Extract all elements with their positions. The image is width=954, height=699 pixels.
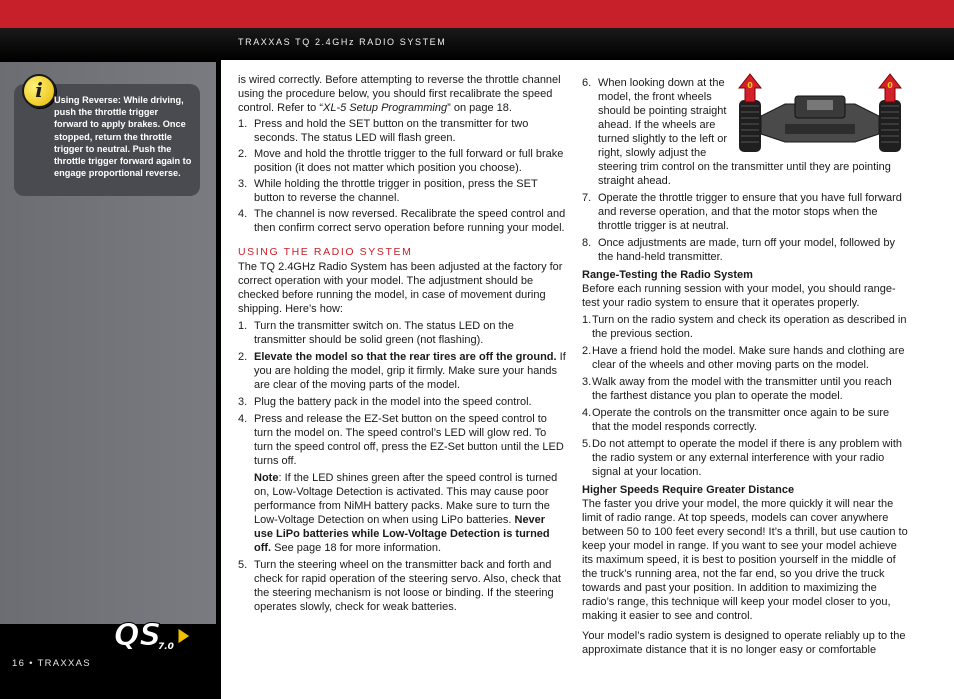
list-item: 2. Have a friend hold the model. Make sure hands and clothing are clear of the wheels and other moving parts on the model. [582, 345, 905, 371]
speed-heading: Higher Speeds Require Greater Distance [582, 484, 795, 496]
list-item: 3. Plug the battery pack in the model into the speed control. [238, 396, 532, 408]
arrow-label-left: 0 [747, 81, 753, 90]
top-red-bar [0, 0, 954, 28]
list-item: 4. Operate the controls on the transmitter once again to be sure that the model responds correctly. [582, 407, 890, 433]
list-item: 4. The channel is now reversed. Recalibrate the speed control and then confirm correct servo operation before running your model. [238, 208, 566, 234]
final-paragraph: Your model’s radio system is designed to operate reliably up to the approximate distance that it is no longer easy or comfortable [582, 630, 906, 656]
page-header-title: TRAXXAS TQ 2.4GHz RADIO SYSTEM [238, 37, 447, 47]
list-item: 3. Walk away from the model with the transmitter until you reach the farthest distance you plan to operate the model. [582, 376, 892, 402]
list-item: 2. Elevate the model so that the rear tires are off the ground. If you are holding the model, grip it firmly. Make sure your hands are clear of the moving parts of the model. [238, 351, 566, 391]
range-intro: Before each running session with your model, you should range-test your radio system to ensure that it operates properly. [582, 283, 896, 309]
note-paragraph: Note: If the LED shines green after the speed control is turned on, Low-Voltage Detection is activated. This may cause poor performance from NiMH battery packs. Make sure to turn the Low-Voltage Detection on when using LiPo batteries. Never use LiPo batteries while Low-Voltage Detection is turned off. See page 18 for more information. [254, 472, 558, 554]
column-left [238, 73, 566, 614]
section-intro: The TQ 2.4GHz Radio System has been adjusted at the factory for correct operation with your model. The adjustment should be checked before running the model, in case of movement during shipping. Here’s how: [238, 261, 563, 315]
list-item: 2. Move and hold the throttle trigger to the full forward or full brake position (it does not matter which position you choose). [238, 148, 564, 174]
range-heading: Range-Testing the Radio System [582, 269, 753, 281]
list-item: 4. Press and release the EZ-Set button on the speed control to turn the model on. The speed control’s LED will glow red. To turn the speed control off, press the EZ-Set button until the LED turns off. [238, 413, 564, 467]
speed-paragraph: The faster you drive your model, the more quickly it will near the limit of radio range. At top speeds, models can cover anywhere between 50 to 100 feet every second! It’s a thrill, but use caution to keep your model in range. If you want to see your model achieve its maximum speed, it is best to position yourself in the middle of the truck’s running area, not the far end, so you drive the truck towards and past your position. In addition to maximizing the radio’s range, this technique will keep your model closer to you, making it easier to see and control. [582, 498, 908, 622]
intro-paragraph: is wired correctly. Before attempting to reverse the throttle channel using the procedure below, you should first recalibrate the speed control. Refer to “XL-5 Setup Programming” on page 18. [238, 74, 561, 114]
section-heading: USING THE RADIO SYSTEM [238, 246, 413, 258]
list-item: 3. While holding the throttle trigger in position, press the SET button to reverse the channel. [238, 178, 538, 204]
list-item: 1. Press and hold the SET button on the transmitter for two seconds. The status LED will flash green. [238, 118, 529, 144]
arrow-label-right: 0 [887, 81, 893, 90]
tip-text: Using Reverse: While driving, push the throttle trigger forward to apply brakes. Once stopped, return the throttle trigger to neutral. Push the throttle trigger forward again to engage proportional reverse. [54, 95, 192, 179]
logo-sub-text: 7.0 [158, 642, 174, 652]
list-item: 5. Do not attempt to operate the model if there is any problem with the radio system or any external interference with your radio signal at your location. [582, 438, 902, 478]
logo-main-text: QS [114, 618, 162, 652]
list-item: 1. Turn on the radio system and check its operation as described in the previous section. [582, 314, 907, 340]
page-footer: 16 • TRAXXAS [12, 658, 91, 669]
list-item: 8. Once adjustments are made, turn off your model, followed by the hand-held transmitter. [582, 237, 895, 263]
list-item: 1. Turn the transmitter switch on. The status LED on the transmitter should be solid green (not flashing). [238, 320, 514, 346]
logo-arrow-icon [178, 628, 190, 644]
column-right [582, 73, 910, 657]
list-item: 5. Turn the steering wheel on the transmitter back and forth and check for rapid operation of the steering servo. Also, check that the steering mechanism is not loose or binding. If the steering operates slowly, check for weak batteries. [238, 559, 561, 613]
list-item: 6. When looking down at the model, the front wheels should be pointing straight ahead. If the wheels are turned slightly to the left or right, slowly adjust the steering trim control on the transmitter until they are pointing straight ahead. [582, 76, 910, 188]
step6-text: When looking down at the model, the front wheels should be pointing straight ahead. If the wheels are turned slightly to the left or right, slowly adjust the steering trim control on the transmitter until they are pointing straight ahead. [598, 77, 891, 187]
header-bar [0, 28, 954, 60]
list-item: 7. Operate the throttle trigger to ensure that you have full forward and reverse operation, and that the motor stops when the throttle trigger is at neutral. [582, 192, 902, 232]
qs-logo [112, 616, 198, 652]
info-icon: i [22, 74, 56, 108]
